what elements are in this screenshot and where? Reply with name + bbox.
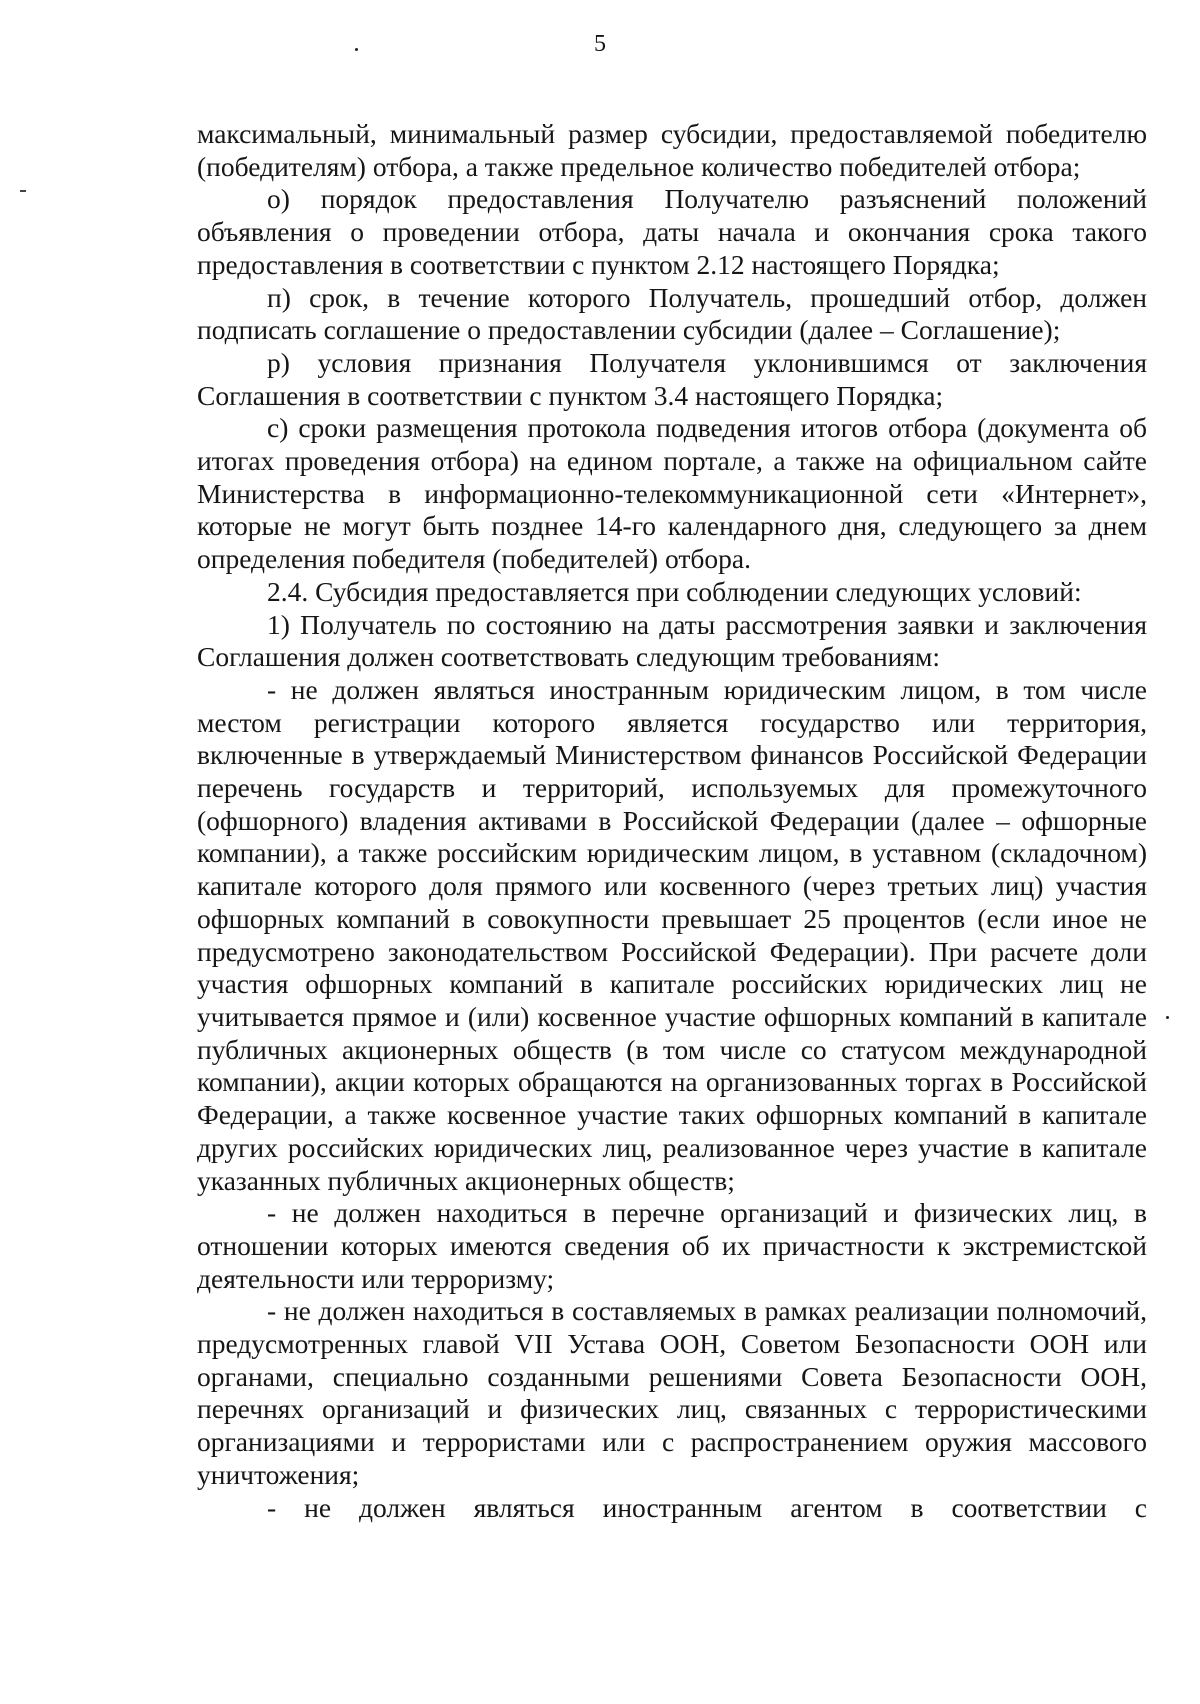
paragraph-requirement-extremism: - не должен находиться в перечне организаций и физических лиц, в отношении которых имеются сведения об их причастности к экстремистской деятельности или терроризму; <box>197 1197 1147 1294</box>
paragraph-item-o: о) порядок предоставления Получателю разъяснений положений объявления о проведении отбора, даты начала и окончания срока такого предоставления в соответствии с пунктом 2.12 настоящего Порядка; <box>197 183 1147 280</box>
page-number: 5 <box>594 31 606 57</box>
paragraph-item-r: р) условия признания Получателя уклонившимся от заключения Соглашения в соответствии с пунктом 3.4 настоящего Порядка; <box>197 346 1147 411</box>
paragraph-section-2-4: 2.4. Субсидия предоставляется при соблюдении следующих условий: <box>267 575 1082 607</box>
paragraph-requirement-offshore: - не должен являться иностранным юридическим лицом, в том числе местом регистрации которого является государство или территория, включенные в утверждаемый Министерством финансов Российской Федерации перечень государств и территорий, используемых для промежуточного (офшорного) владения активами в Российской Федерации (далее – офшорные компании), а также российским юридическим лицом, в уставном (складочном) капитале которого доля прямого или косвенного (через третьих лиц) участия офшорных компаний в совокупности превышает 25 процентов (если иное не предусмотрено законодательством Российской Федерации). При расчете доли участия офшорных компаний в капитале российских юридических лиц не учитывается прямое и (или) косвенное участие офшорных компаний в капитале публичных акционерных обществ (в том числе со статусом международной компании), акции которых обращаются на организованных торгах в Российской Федерации, а также косвенное участие таких офшорных компаний в капитале других российских юридических лиц, реализованное через участие в капитале указанных публичных акционерных обществ; <box>197 673 1147 1196</box>
paragraph-requirement-foreign-agent: - не должен являться иностранным агентом в соответствии с <box>267 1491 1147 1523</box>
scan-speck <box>355 48 358 51</box>
paragraph-continuation: максимальный, минимальный размер субсидии, предоставляемой победителю (победителям) отбора, а также предельное количество победителей отбора; <box>197 118 1147 182</box>
paragraph-requirement-un-lists: - не должен находиться в составляемых в рамках реализации полномочий, предусмотренных главой VII Устава ООН, Советом Безопасности ООН или органами, специально созданными решениями Совета Безопасности ООН, перечнях организаций и физических лиц, связанных с террористическими организациями и террористами или с распространением оружия массового уничтожения; <box>197 1295 1147 1490</box>
paragraph-item-s: с) сроки размещения протокола подведения итогов отбора (документа об итогах проведения отбора) на едином портале, а также на официальном сайте Министерства в информационно-телекоммуникационной сети «Интернет», которые не могут быть позднее 14-го календарного дня, следующего за днем определения победителя (победителей) отбора. <box>197 412 1147 575</box>
scan-speck <box>1166 1016 1169 1019</box>
document-body <box>197 118 1147 1524</box>
paragraph-condition-1: 1) Получатель по состоянию на даты рассмотрения заявки и заключения Соглашения должен соответствовать следующим требованиям: <box>197 608 1147 673</box>
scan-mark <box>20 190 26 192</box>
paragraph-item-p: п) срок, в течение которого Получатель, прошедший отбор, должен подписать соглашение о предоставлении субсидии (далее – Соглашение); <box>197 281 1147 346</box>
